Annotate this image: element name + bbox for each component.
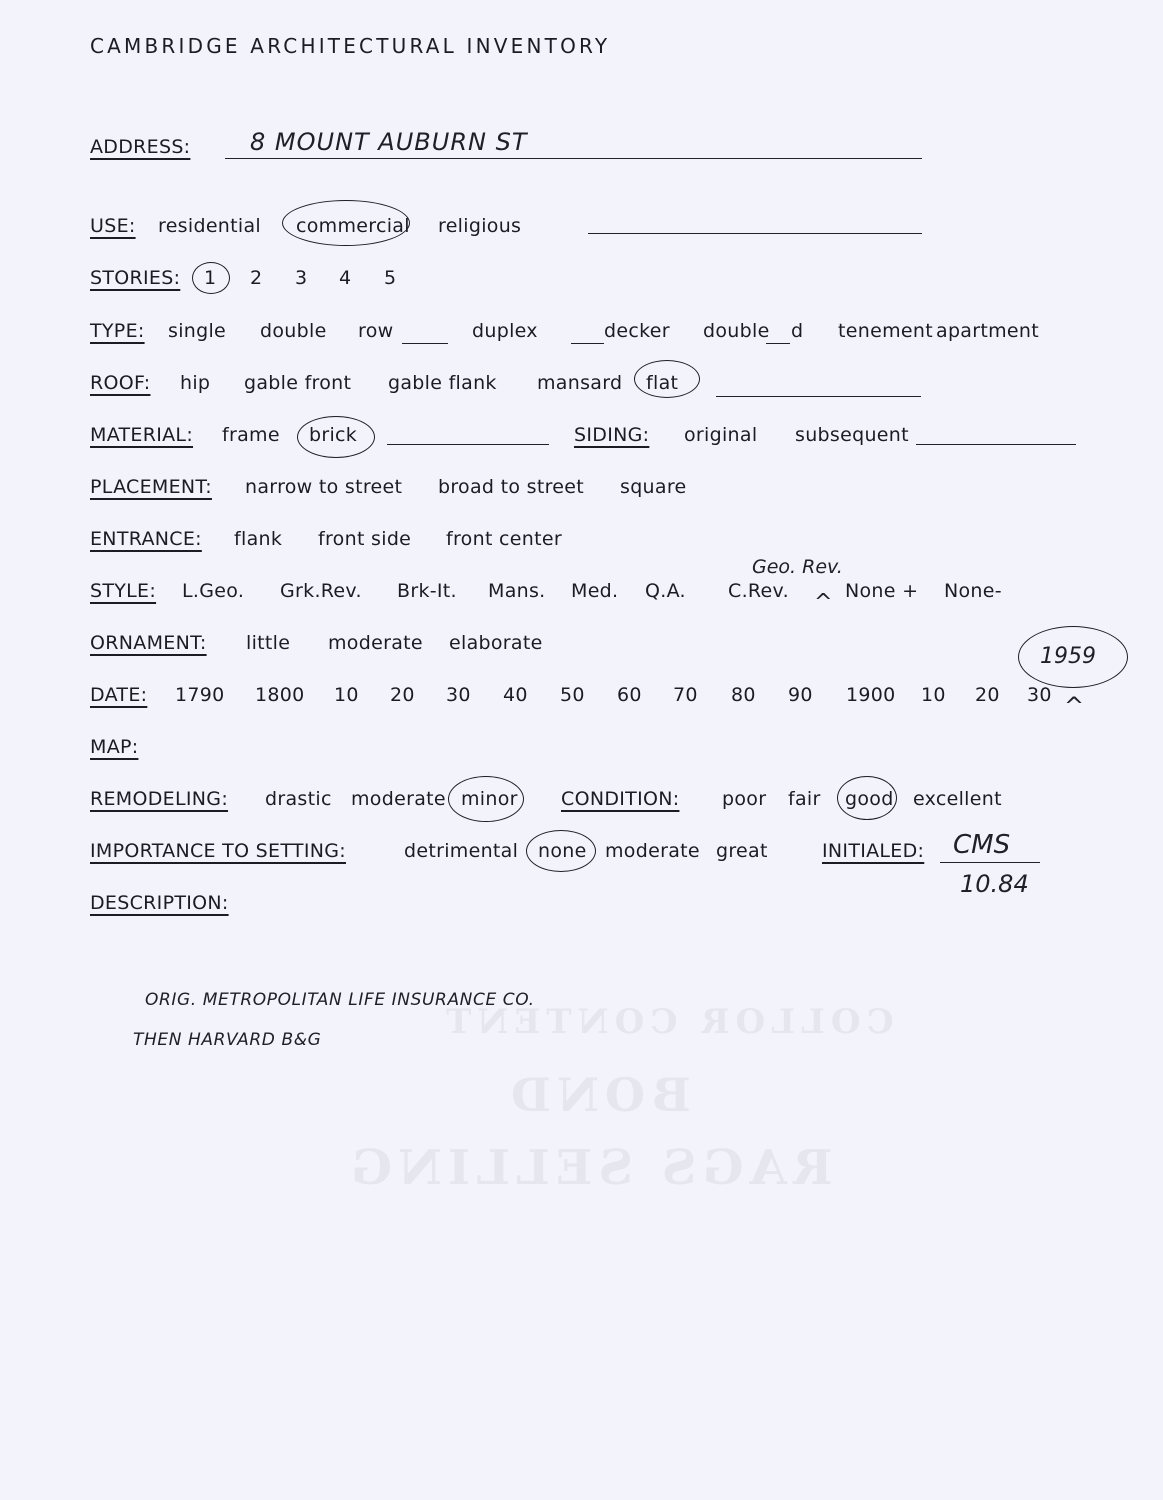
initialed-value: CMS <box>953 830 1011 860</box>
ornament-option-moderate: moderate <box>328 632 423 654</box>
material-option-frame: frame <box>222 424 280 446</box>
date-option-80: 80 <box>731 684 756 706</box>
roof-other-line <box>716 396 921 397</box>
use-selected-circle <box>282 200 410 246</box>
style-option-lgeo: L.Geo. <box>182 580 245 602</box>
use-label: USE: <box>90 215 136 237</box>
remodeling-option-drastic: drastic <box>265 788 332 810</box>
material-other-line <box>387 444 549 445</box>
stories-option-1: 1 <box>204 267 217 289</box>
ornament-label: ORNAMENT: <box>90 632 207 654</box>
ornament-option-little: little <box>246 632 291 654</box>
date-handwritten-year: 1959 <box>1040 644 1096 669</box>
style-option-qa: Q.A. <box>645 580 686 602</box>
condition-label: CONDITION: <box>561 788 680 810</box>
type-decker-blank <box>571 343 604 344</box>
material-selected-circle <box>297 416 375 458</box>
map-label: MAP: <box>90 736 139 758</box>
style-option-brkit: Brk-It. <box>397 580 457 602</box>
type-option-double: double <box>260 320 327 342</box>
stories-option-2: 2 <box>250 267 263 289</box>
entrance-option-front-center: front center <box>446 528 562 550</box>
condition-option-good: good <box>845 788 894 810</box>
importance-label: IMPORTANCE TO SETTING: <box>90 840 346 862</box>
entrance-label: ENTRANCE: <box>90 528 202 550</box>
remodeling-option-moderate: moderate <box>351 788 446 810</box>
type-label: TYPE: <box>90 320 145 342</box>
use-other-line <box>588 233 922 234</box>
condition-option-poor: poor <box>722 788 767 810</box>
use-option-residential: residential <box>158 215 262 237</box>
entrance-option-flank: flank <box>234 528 283 550</box>
type-option-apartment: apartment <box>936 320 1039 342</box>
type-option-double-d: double <box>703 320 770 342</box>
date-option-1910: 10 <box>921 684 946 706</box>
placement-option-broad: broad to street <box>438 476 585 498</box>
siding-option-original: original <box>684 424 758 446</box>
date-option-1920: 20 <box>975 684 1000 706</box>
condition-selected-circle <box>837 776 897 820</box>
placement-option-narrow: narrow to street <box>245 476 403 498</box>
type-double-d-blank <box>766 343 790 344</box>
date-insert-caret: ^ <box>1064 692 1085 720</box>
type-row-blank <box>402 343 448 344</box>
type-option-single: single <box>168 320 227 342</box>
date-option-1790: 1790 <box>175 684 225 706</box>
importance-option-moderate: moderate <box>605 840 700 862</box>
date-option-40: 40 <box>503 684 528 706</box>
style-option-crev: C.Rev. <box>728 580 789 602</box>
stories-label: STORIES: <box>90 267 181 289</box>
initialed-label: INITIALED: <box>822 840 925 862</box>
style-option-mans: Mans. <box>488 580 546 602</box>
type-option-row: row <box>358 320 394 342</box>
stories-option-4: 4 <box>339 267 352 289</box>
style-handwritten-note: Geo. Rev. <box>752 556 843 578</box>
type-option-decker: decker <box>604 320 670 342</box>
date-option-10: 10 <box>334 684 359 706</box>
style-insert-caret: ^ <box>814 590 833 615</box>
style-label: STYLE: <box>90 580 157 602</box>
siding-other-line <box>916 444 1076 445</box>
roof-option-hip: hip <box>180 372 211 394</box>
style-option-grkrev: Grk.Rev. <box>280 580 362 602</box>
importance-selected-circle <box>526 830 596 872</box>
remodeling-option-minor: minor <box>461 788 518 810</box>
roof-option-gable-flank: gable flank <box>388 372 497 394</box>
use-option-religious: religious <box>438 215 522 237</box>
date-option-50: 50 <box>560 684 585 706</box>
bleed-through-stamp-line-2: BOND <box>505 1068 691 1122</box>
siding-label: SIDING: <box>574 424 650 446</box>
roof-option-mansard: mansard <box>537 372 623 394</box>
style-option-med: Med. <box>571 580 619 602</box>
bleed-through-stamp-line-1: COLLOR CONTENT <box>440 1002 894 1042</box>
siding-option-subsequent: subsequent <box>795 424 909 446</box>
bleed-through-stamp-line-3: RAGS SELLING <box>345 1140 833 1196</box>
material-label: MATERIAL: <box>90 424 194 446</box>
roof-label: ROOF: <box>90 372 151 394</box>
description-label: DESCRIPTION: <box>90 892 229 914</box>
style-option-none-plus: None + <box>845 580 919 602</box>
address-label: ADDRESS: <box>90 136 191 158</box>
address-value: 8 MOUNT AUBURN ST <box>250 128 528 156</box>
form-title: CAMBRIDGE ARCHITECTURAL INVENTORY <box>90 34 611 58</box>
date-option-1900: 1900 <box>846 684 896 706</box>
style-option-none-minus: None- <box>944 580 1002 602</box>
importance-option-detrimental: detrimental <box>404 840 519 862</box>
date-option-70: 70 <box>673 684 698 706</box>
entrance-option-front-side: front side <box>318 528 412 550</box>
stories-option-3: 3 <box>295 267 308 289</box>
description-line-1: ORIG. METROPOLITAN LIFE INSURANCE CO. <box>145 990 535 1010</box>
condition-option-fair: fair <box>788 788 821 810</box>
stories-option-5: 5 <box>384 267 397 289</box>
type-option-d: d <box>791 320 804 342</box>
description-line-2: THEN HARVARD B&G <box>133 1030 322 1050</box>
condition-option-excellent: excellent <box>913 788 1002 810</box>
importance-option-none: none <box>538 840 587 862</box>
date-option-90: 90 <box>788 684 813 706</box>
use-option-commercial: commercial <box>296 215 410 237</box>
material-option-brick: brick <box>309 424 358 446</box>
remodeling-selected-circle <box>448 776 524 822</box>
date-option-30: 30 <box>446 684 471 706</box>
ornament-option-elaborate: elaborate <box>449 632 543 654</box>
type-option-duplex: duplex <box>472 320 538 342</box>
placement-option-square: square <box>620 476 687 498</box>
roof-option-flat: flat <box>646 372 679 394</box>
date-label: DATE: <box>90 684 148 706</box>
importance-option-great: great <box>716 840 768 862</box>
roof-selected-circle <box>634 360 700 398</box>
date-option-1930: 30 <box>1027 684 1052 706</box>
date-option-1800: 1800 <box>255 684 305 706</box>
remodeling-label: REMODELING: <box>90 788 229 810</box>
date-option-60: 60 <box>617 684 642 706</box>
initialed-date: 10.84 <box>960 870 1029 898</box>
stories-selected-circle <box>192 262 230 294</box>
placement-label: PLACEMENT: <box>90 476 212 498</box>
type-option-tenement: tenement <box>838 320 933 342</box>
initialed-line <box>940 862 1040 863</box>
address-line <box>225 158 922 159</box>
date-option-20: 20 <box>390 684 415 706</box>
roof-option-gable-front: gable front <box>244 372 352 394</box>
